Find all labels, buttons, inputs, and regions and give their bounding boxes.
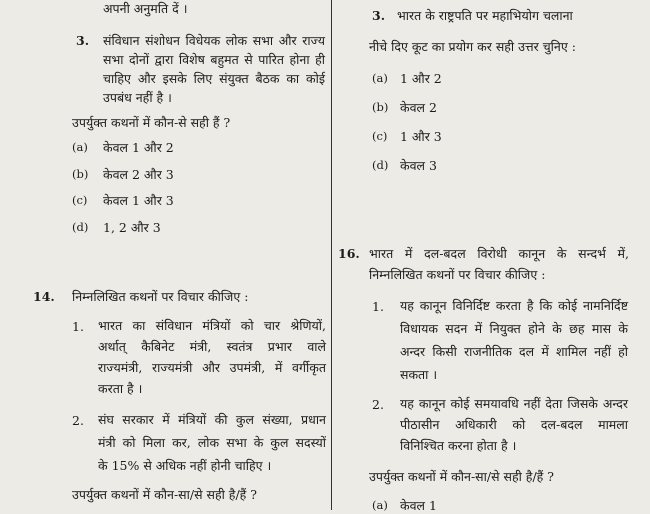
q16-statement-2-line-3: विनिश्चित करना होता है ।	[400, 438, 517, 453]
q15-option-a-label: (a)	[372, 71, 388, 85]
q15-option-c: 1 और 3	[400, 129, 442, 144]
q13-option-d: 1, 2 और 3	[103, 220, 161, 235]
q16-statement-2-line-1: यह कानून कोई समयावधि नहीं देता जिसके अन्दर	[400, 396, 628, 411]
q13-option-c-label: (c)	[72, 193, 88, 207]
q15-option-c-label: (c)	[372, 129, 388, 143]
q14-statement-2-line-3: के 15% से अधिक नहीं होनी चाहिए ।	[98, 458, 272, 473]
q16-prompt: उपर्युक्त कथनों में कौन-सा/से सही है/हैं ?	[369, 469, 554, 484]
q14-intro: निम्नलिखित कथनों पर विचार कीजिए :	[72, 289, 249, 304]
statement-3-line-3: चाहिए और इसके लिए संयुक्त बैठक का कोई	[103, 71, 325, 86]
right-statement-3-text: भारत के राष्ट्रपति पर महाभियोग चलाना	[397, 8, 573, 23]
q13-option-b: केवल 2 और 3	[103, 167, 174, 182]
q16-statement-1-line-3: अन्दर किसी राजनीतिक दल में शामिल नहीं हो	[400, 344, 628, 359]
q13-prompt: उपर्युक्त कथनों में कौन-से सही हैं ?	[72, 115, 231, 130]
q15-option-a: 1 और 2	[400, 71, 442, 86]
q15-option-b-label: (b)	[372, 100, 389, 114]
q14-statement-1-line-1: भारत का संविधान मंत्रियों को चार श्रेणियों,	[98, 318, 326, 333]
q16-statement-2-number: 2.	[372, 397, 384, 412]
answer-instruction: नीचे दिए कूट का प्रयोग कर सही उत्तर चुनिए :	[369, 39, 576, 54]
statement-3-line-1: संविधान संशोधन विधेयक लोक सभा और राज्य	[103, 33, 325, 48]
statement-3-line-4: उपबंध नहीं है ।	[103, 90, 172, 105]
q16-statement-1-number: 1.	[372, 299, 384, 314]
q14-statement-1-number: 1.	[72, 319, 84, 334]
q13-option-a: केवल 1 और 2	[103, 140, 174, 155]
q16-option-a: केवल 1	[400, 498, 437, 513]
q15-option-d: केवल 3	[400, 158, 437, 173]
q13-option-c: केवल 1 और 3	[103, 193, 174, 208]
q15-option-d-label: (d)	[372, 158, 389, 172]
q16-statement-1-line-4: सकता ।	[400, 367, 438, 382]
q14-number: 14.	[33, 289, 55, 304]
q14-statement-2-line-1: संघ सरकार में मंत्रियों की कुल संख्या, प्रधान	[98, 412, 326, 427]
right-statement-3-number: 3.	[372, 8, 386, 23]
q13-option-a-label: (a)	[72, 140, 88, 154]
q14-statement-2-line-2: मंत्री को मिला कर, लोक सभा के कुल सदस्यों	[98, 435, 326, 450]
statement-3-line-2: सभा दोनों द्वारा विशेष बहुमत से पारित होना ही	[103, 52, 325, 67]
left-top-line: अपनी अनुमति दें ।	[103, 1, 188, 16]
q14-statement-2-number: 2.	[72, 413, 84, 428]
q16-statement-1-line-2: विधायक सदन में नियुक्त होने के छह मास के	[400, 321, 628, 336]
q16-number: 16.	[338, 246, 360, 261]
q14-statement-1-line-3: राज्यमंत्री, राज्यमंत्री और उपमंत्री, में वर्गीकृत	[98, 360, 326, 375]
q16-statement-2-line-2: पीठासीन अधिकारी को दल-बदल मामला	[400, 417, 628, 432]
q16-intro-line-1: भारत में दल-बदल विरोधी कानून के सन्दर्भ में,	[369, 246, 629, 261]
q16-intro-line-2: निम्नलिखित कथनों पर विचार कीजिए :	[369, 267, 546, 282]
q16-statement-1-line-1: यह कानून विनिर्दिष्ट करता है कि कोई नामनिर्दिष्ट	[400, 298, 628, 313]
statement-3-number: 3.	[76, 33, 90, 48]
q14-statement-1-line-4: करता है ।	[98, 381, 143, 396]
q14-statement-1-line-2: अर्थात् कैबिनेट मंत्री, स्वतंत्र प्रभार वाले	[98, 339, 326, 354]
q13-option-b-label: (b)	[72, 167, 89, 181]
q16-option-a-label: (a)	[372, 498, 388, 512]
q15-option-b: केवल 2	[400, 100, 437, 115]
q13-option-d-label: (d)	[72, 220, 89, 234]
column-divider	[331, 0, 332, 510]
q14-prompt: उपर्युक्त कथनों में कौन-सा/से सही है/हैं ?	[72, 487, 257, 502]
